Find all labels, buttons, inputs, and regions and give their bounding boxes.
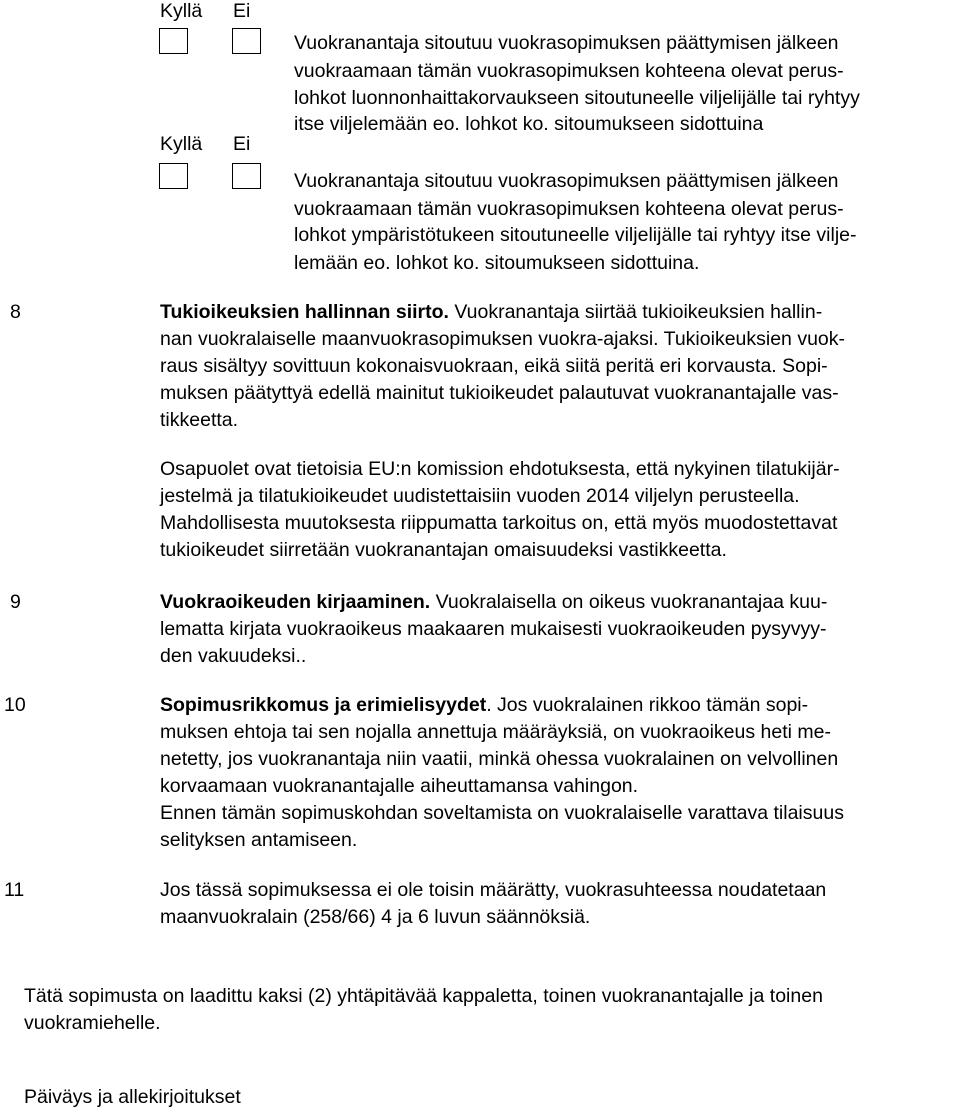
paragraph-line: Vuokranantaja sitoutuu vuokrasopimuksen päättymisen jälkeen bbox=[294, 32, 839, 54]
paragraph-line: nan vuokralaiselle maanvuokrasopimuksen vuokra-ajaksi. Tukioikeuksien vuok- bbox=[160, 328, 846, 350]
section-first-line: Vuokraoikeuden kirjaaminen. Vuokralaisella on oikeus vuokranantajaa kuu- bbox=[160, 591, 828, 613]
paragraph-line: tukioikeudet siirretään vuokranantajan omaisuudeksi vastikkeetta. bbox=[160, 539, 727, 561]
paragraph-line: Vuokranantaja sitoutuu vuokrasopimuksen päättymisen jälkeen bbox=[294, 170, 839, 192]
section-number: 8 bbox=[10, 301, 21, 323]
yes-checkbox[interactable] bbox=[159, 163, 188, 189]
section-first-line: Tukioikeuksien hallinnan siirto. Vuokranantaja siirtää tukioikeuksien hallin- bbox=[160, 301, 823, 323]
section-number: 9 bbox=[10, 591, 21, 613]
section-heading: Vuokraoikeuden kirjaaminen. bbox=[160, 591, 431, 613]
paragraph-line: vuokramiehelle. bbox=[24, 1012, 161, 1034]
paragraph-line: Tätä sopimusta on laadittu kaksi (2) yhtäpitävää kappaletta, toinen vuokranantajalle ja toinen bbox=[24, 985, 823, 1007]
yes-label: Kyllä bbox=[160, 0, 203, 22]
paragraph-line: maanvuokralain (258/66) 4 ja 6 luvun säännöksiä. bbox=[160, 906, 591, 928]
yes-checkbox[interactable] bbox=[159, 28, 188, 54]
paragraph-line: Jos tässä sopimuksessa ei ole toisin määrätty, vuokrasuhteessa noudatetaan bbox=[160, 879, 827, 901]
paragraph-line: lohkot ympäristötukeen sitoutuneelle viljelijälle tai ryhtyy itse vilje- bbox=[294, 224, 857, 246]
paragraph-line: korvaamaan vuokranantajalle aiheuttamansa vahingon. bbox=[160, 775, 639, 797]
yes-label: Kyllä bbox=[160, 133, 203, 155]
paragraph-line: netetty, jos vuokranantaja niin vaatii, minkä ohessa vuokralainen on velvollinen bbox=[160, 748, 839, 770]
paragraph-line: lemään eo. lohkot ko. sitoumukseen sidottuina. bbox=[294, 252, 700, 274]
no-checkbox[interactable] bbox=[232, 163, 261, 189]
paragraph-line: lohkot luonnonhaittakorvaukseen sitoutuneelle viljelijälle tai ryhtyy bbox=[294, 87, 860, 109]
paragraph-line: vuokraamaan tämän vuokrasopimuksen kohteena olevat perus- bbox=[294, 198, 844, 220]
paragraph-line: muksen päätyttyä edellä mainitut tukioikeudet palautuvat vuokranantajalle vas- bbox=[160, 382, 839, 404]
section-number: 10 bbox=[4, 694, 26, 716]
paragraph-line: jestelmä ja tilatukioikeudet uudistettaisiin vuoden 2014 viljelyn perusteella. bbox=[160, 485, 800, 507]
section-number: 11 bbox=[4, 879, 25, 901]
section-heading: Tukioikeuksien hallinnan siirto. bbox=[160, 301, 449, 323]
paragraph-line: raus sisältyy sovittuun kokonaisvuokraan, eikä siitä peritä eri korvausta. Sopi- bbox=[160, 355, 828, 377]
paragraph-line: Osapuolet ovat tietoisia EU:n komission ehdotuksesta, että nykyinen tilatukijär- bbox=[160, 458, 840, 480]
paragraph-line: lematta kirjata vuokraoikeus maakaaren mukaisesti vuokraoikeuden pysyvyy- bbox=[160, 618, 827, 640]
no-checkbox[interactable] bbox=[232, 28, 261, 54]
paragraph-line: itse viljelemään eo. lohkot ko. sitoumukseen sidottuina bbox=[294, 113, 764, 135]
section-first-line: Sopimusrikkomus ja erimielisyydet. Jos vuokralainen rikkoo tämän sopi- bbox=[160, 694, 809, 716]
paragraph-line: den vakuudeksi.. bbox=[160, 645, 307, 667]
section-heading: Sopimusrikkomus ja erimielisyydet bbox=[160, 694, 487, 716]
paragraph-line: tikkeetta. bbox=[160, 409, 239, 431]
paragraph-line: Mahdollisesta muutoksesta riippumatta tarkoitus on, että myös muodostettavat bbox=[160, 512, 838, 534]
paragraph-line: muksen ehtoja tai sen nojalla annettuja määräyksiä, on vuokraoikeus heti me- bbox=[160, 721, 831, 743]
signatures-label: Päiväys ja allekirjoitukset bbox=[24, 1086, 241, 1108]
no-label: Ei bbox=[233, 0, 251, 22]
paragraph-line: selityksen antamiseen. bbox=[160, 829, 358, 851]
paragraph-line: vuokraamaan tämän vuokrasopimuksen kohteena olevat perus- bbox=[294, 60, 844, 82]
paragraph-line: Ennen tämän sopimuskohdan soveltamista on vuokralaiselle varattava tilaisuus bbox=[160, 802, 844, 824]
no-label: Ei bbox=[233, 133, 251, 155]
